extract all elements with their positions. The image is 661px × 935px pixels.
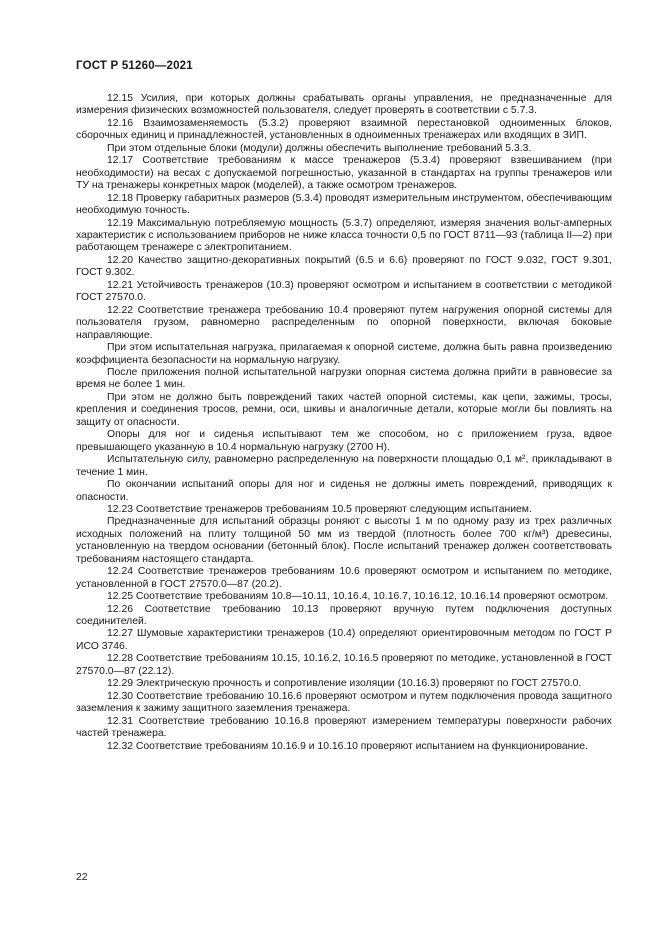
paragraph: 12.18 Проверку габаритных размеров (5.3.4) проводят измерительным инструментом, обеспечивающим необходимую точность. (76, 192, 612, 217)
paragraph: 12.32 Соответствие требованиям 10.16.9 и 10.16.10 проверяют испытанием на функционирование. (107, 740, 588, 752)
paragraph: При этом отдельные блоки (модули) должны обеспечить выполнение требований 5.3.3. (107, 142, 532, 154)
paragraph: 12.17 Соответствие требованиям к массе тренажеров (5.3.4) проверяют взвешиванием (при необходимости) на весах с допускаемой погрешностью, указанной в стандартах на группы тренажеров или ТУ на тренажеры конкретных марок (моделей), а также осмотром тренажеров. (76, 155, 612, 192)
paragraph: Испытательную силу, равномерно распределенную на поверхности площадью 0,1 м², прикладывают в течение 1 мин. (76, 454, 612, 478)
paragraph: По окончании испытаний опоры для ног и сиденья не должны иметь повреждений, приводящих к опасности. (76, 479, 612, 503)
paragraph: При этом испытательная нагрузка, прилагаемая к опорной системе, должна быть равна произведению коэффициента безопасности на нормальную нагрузку. (76, 342, 612, 366)
paragraph: После приложения полной испытательной нагрузки опорная система должна прийти в равновесие за время не более 1 мин. (76, 366, 612, 391)
paragraph: 12.15 Усилия, при которых должны срабатывать органы управления, не предназначенные для измерения физических возможностей пользователя, следует проверять в соответствии с 5.7.3. (76, 93, 612, 117)
page-number: 22 (76, 872, 88, 883)
document-header: ГОСТ Р 51260—2021 (76, 60, 193, 72)
paragraph: 12.29 Электрическую прочность и сопротивление изоляции (10.16.3) проверяют по ГОСТ 27570.0. (107, 678, 582, 690)
paragraph: 12.19 Максимальную потребляемую мощность (5.3.7) определяют, измеряя значения вольт-амперных характеристик с использованием приборов не ниже класса точности 0,5 по ГОСТ 8711—93 (таблица II—2) при работающем тренажере с электропитанием. (76, 217, 612, 254)
paragraph: Опоры для ног и сиденья испытывают тем же способом, но с приложением груза, вдвое превышающего указанную в 10.4 нормальную нагрузку (2700 Н). (76, 429, 612, 453)
paragraph: 12.21 Устойчивость тренажеров (10.3) проверяют осмотром и испытанием в соответствии с методикой ГОСТ 27570.0. (76, 279, 612, 304)
paragraph: 12.23 Соответствие тренажеров требованиям 10.5 проверяют следующим испытанием. (107, 503, 532, 515)
paragraph: 12.16 Взаимозаменяемость (5.3.2) проверяют взаимной перестановкой одноименных блоков, сборочных единиц и принадлежностей, установленных в одноименных тренажерах или входящих в ЗИП. (76, 117, 612, 142)
paragraph: 12.30 Соответствие требованию 10.16.6 проверяют осмотром и путем подключения провода защитного заземления к зажиму защитного заземления тренажера. (76, 690, 612, 715)
paragraph: 12.25 Соответствие требованиям 10.8—10.11, 10.16.4, 10.16.7, 10.16.12, 10.16.14 проверяют осмотром. (107, 591, 609, 603)
paragraph: 12.28 Соответствие требованиям 10.15, 10.16.2, 10.16.5 проверяют по методике, установленной в ГОСТ 27570.0—87 (22.12). (76, 653, 612, 677)
document-body (76, 93, 612, 753)
paragraph: 12.20 Качество защитно-декоративных покрытий (6.5 и 6.6) проверяют по ГОСТ 9.032, ГОСТ 9.301, ГОСТ 9.302. (76, 254, 612, 279)
paragraph: При этом не должно быть повреждений таких частей опорной системы, как цепи, зажимы, тросы, крепления и соединения тросов, ремни, оси, шкивы и аналогичные детали, которые могли бы повлиять на защиту от опасности. (76, 391, 612, 428)
paragraph: 12.24 Соответствие тренажеров требованиям 10.6 проверяют осмотром и испытанием по методике, установленной в ГОСТ 27570.0—87 (20.2). (76, 566, 612, 590)
paragraph: Предназначенные для испытаний образцы роняют с высоты 1 м по одному разу из трех различных исходных положений на плиту толщиной 50 мм из твердой (плотность более 700 кг/м³) древесины, установленную на твердом основании (бетонный блок). После испытаний тренажер должен соответствовать требованиям настоящего стандарта. (76, 516, 612, 565)
paragraph: 12.31 Соответствие требованию 10.16.8 проверяют измерением температуры поверхности рабочих частей тренажера. (76, 715, 612, 740)
paragraph: 12.27 Шумовые характеристики тренажеров (10.4) определяют ориентировочным методом по ГОСТ Р ИСО 3746. (76, 628, 612, 652)
paragraph: 12.22 Соответствие тренажера требованию 10.4 проверяют путем нагружения опорной системы для пользователя грузом, равномерно распределенным по опорной поверхности, включая боковые направляющие. (76, 304, 612, 341)
paragraph: 12.26 Соответствие требованию 10.13 проверяют вручную путем подключения доступных соединителей. (76, 603, 612, 628)
